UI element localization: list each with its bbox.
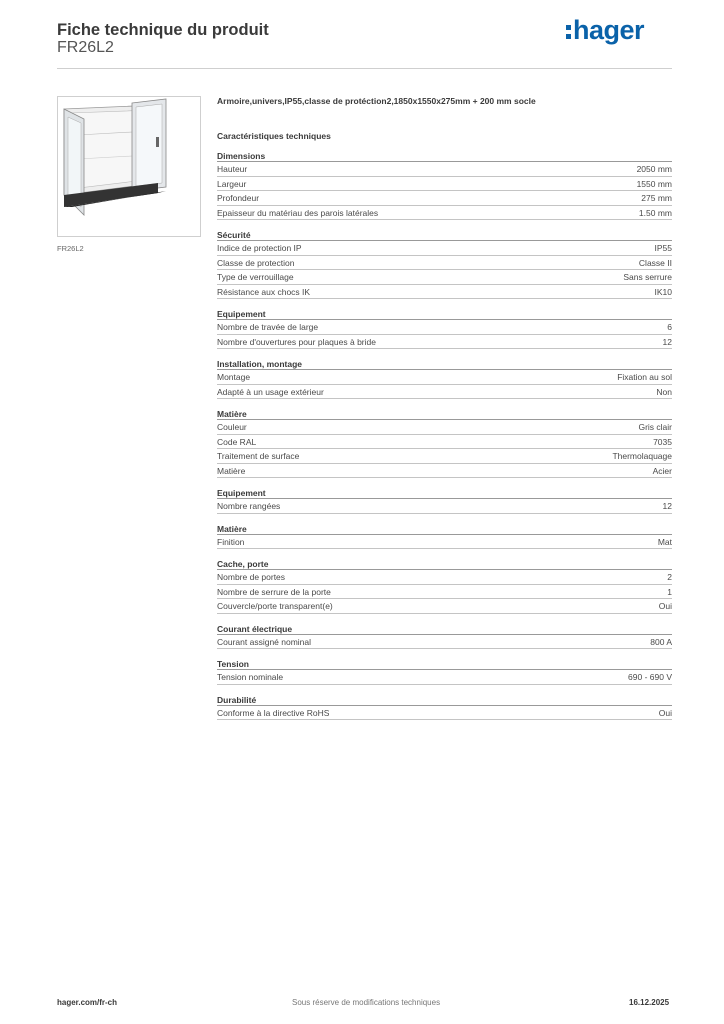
spec-row: [217, 270, 672, 285]
spec-section: [217, 657, 672, 685]
spec-label: Nombre de serrure de la porte: [217, 586, 331, 597]
spec-row: [217, 191, 672, 206]
spec-value: Mat: [657, 536, 672, 547]
header-divider: [57, 68, 672, 69]
spec-section: [217, 486, 672, 514]
spec-row: [217, 670, 672, 685]
spec-section-title: Courant électrique: [217, 622, 672, 635]
spec-value: Fixation au sol: [617, 372, 672, 382]
spec-label: Couvercle/porte transparent(e): [217, 601, 333, 611]
spec-value: Acier: [652, 465, 672, 476]
spec-value: 6: [667, 322, 672, 332]
spec-row: [217, 585, 672, 600]
spec-row: [217, 499, 672, 514]
spec-label: Adapté à un usage extérieur: [217, 386, 324, 397]
product-image: [57, 96, 201, 237]
spec-row: [217, 370, 672, 385]
spec-label: Tension nominale: [217, 672, 284, 682]
spec-row: [217, 206, 672, 221]
spec-value: Sans serrure: [623, 272, 672, 282]
spec-value: 2050 mm: [636, 164, 672, 174]
spec-section-title: Durabilité: [217, 693, 672, 706]
spec-label: Profondeur: [217, 193, 260, 203]
spec-label: Traitement de surface: [217, 451, 300, 461]
spec-row: [217, 285, 672, 300]
spec-row: [217, 449, 672, 464]
product-code: FR26L2: [57, 39, 114, 56]
spec-section: [217, 149, 672, 220]
specs-table: [217, 149, 672, 728]
spec-label: Type de verrouillage: [217, 272, 294, 282]
spec-value: 12: [662, 501, 672, 511]
spec-section: [217, 622, 672, 650]
spec-value: 690 - 690 V: [628, 672, 672, 682]
spec-label: Largeur: [217, 178, 247, 189]
spec-section: [217, 307, 672, 349]
spec-row: [217, 177, 672, 192]
spec-value: 275 mm: [641, 193, 672, 203]
spec-section-title: Dimensions: [217, 149, 672, 162]
footer-website-link[interactable]: hager.com/fr-ch: [57, 998, 118, 1007]
spec-label: Nombre de travée de large: [217, 322, 319, 332]
spec-section: [217, 407, 672, 478]
spec-label: Finition: [217, 536, 245, 547]
spec-label: Epaisseur du matériau des parois latérales: [217, 207, 379, 218]
logo-text: hager: [573, 15, 645, 45]
spec-row: [217, 335, 672, 350]
spec-section-title: Equipement: [217, 307, 672, 320]
logo-dots-icon: [566, 25, 571, 39]
specs-heading: Caractéristiques techniques: [217, 131, 331, 141]
spec-section-title: Tension: [217, 657, 672, 670]
spec-label: Classe de protection: [217, 257, 295, 268]
spec-row: [217, 464, 672, 479]
spec-section: [217, 228, 672, 299]
spec-section-title: Sécurité: [217, 228, 672, 241]
spec-row: [217, 320, 672, 335]
spec-value: IK10: [654, 286, 672, 297]
footer-notice: Sous réserve de modifications techniques: [292, 998, 441, 1007]
spec-row: [217, 420, 672, 435]
footer-date: 16.12.2025: [629, 998, 670, 1007]
spec-section-title: Matière: [217, 522, 672, 535]
spec-value: Oui: [658, 707, 672, 718]
spec-label: Nombre d'ouvertures pour plaques à bride: [217, 336, 376, 347]
spec-section-title: Cache, porte: [217, 557, 672, 570]
spec-row: [217, 435, 672, 450]
image-caption: FR26L2: [57, 244, 84, 253]
spec-section-title: Matière: [217, 407, 672, 420]
spec-value: Non: [656, 386, 672, 397]
spec-value: Thermolaquage: [612, 451, 672, 461]
spec-label: Résistance aux chocs IK: [217, 286, 311, 297]
spec-value: IP55: [654, 243, 672, 253]
spec-row: [217, 635, 672, 650]
spec-label: Indice de protection IP: [217, 243, 302, 253]
spec-value: 12: [662, 336, 672, 347]
spec-section-title: Equipement: [217, 486, 672, 499]
spec-value: Gris clair: [638, 422, 672, 432]
spec-section: [217, 693, 672, 721]
spec-label: Conforme à la directive RoHS: [217, 707, 330, 718]
spec-section: [217, 557, 672, 614]
spec-label: Courant assigné nominal: [217, 636, 312, 647]
spec-row: [217, 599, 672, 614]
spec-label: Montage: [217, 372, 251, 382]
spec-label: Matière: [217, 465, 246, 476]
hager-logo: [566, 17, 644, 44]
spec-value: 7035: [653, 436, 672, 447]
spec-label: Couleur: [217, 422, 247, 432]
spec-value: 2: [667, 572, 672, 582]
spec-row: [217, 385, 672, 400]
spec-section: [217, 522, 672, 550]
spec-value: Oui: [658, 601, 672, 611]
spec-value: 1.50 mm: [638, 207, 672, 218]
spec-row: [217, 706, 672, 721]
spec-label: Nombre rangées: [217, 501, 281, 511]
spec-section: [217, 357, 672, 399]
spec-row: [217, 535, 672, 550]
spec-row: [217, 570, 672, 585]
spec-label: Hauteur: [217, 164, 248, 174]
spec-value: Classe II: [638, 257, 672, 268]
spec-label: Nombre de portes: [217, 572, 286, 582]
spec-row: [217, 256, 672, 271]
spec-section-title: Installation, montage: [217, 357, 672, 370]
product-description: Armoire,univers,IP55,classe de protéction2,1850x1550x275mm + 200 mm socle: [217, 96, 536, 106]
spec-value: 800 A: [650, 636, 672, 647]
spec-row: [217, 241, 672, 256]
enclosure-cabinet-icon: [58, 97, 200, 236]
spec-row: [217, 162, 672, 177]
spec-value: 1550 mm: [636, 178, 672, 189]
spec-label: Code RAL: [217, 436, 257, 447]
spec-value: 1: [667, 586, 672, 597]
page-title: Fiche technique du produit: [57, 21, 269, 39]
